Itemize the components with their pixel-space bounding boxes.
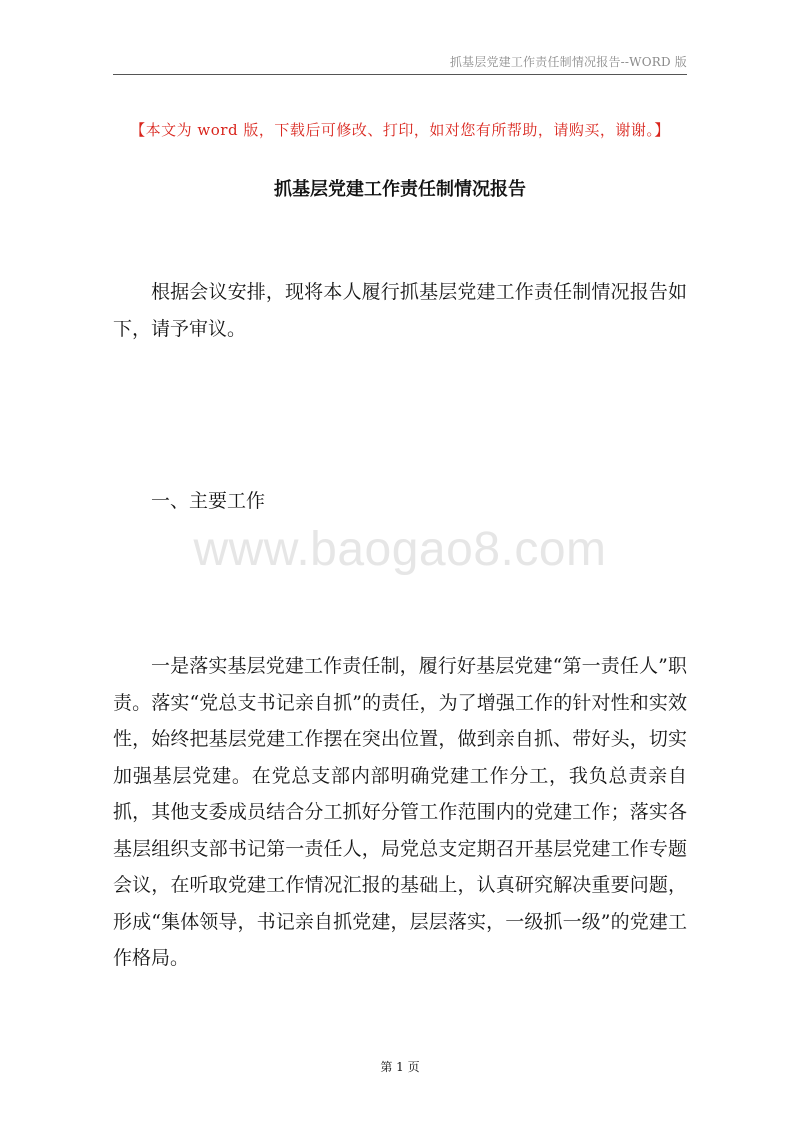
watermark: www.baogao8.com bbox=[193, 523, 607, 576]
purchase-notice: 【本文为 word 版，下载后可修改、打印，如对您有所帮助，请购买，谢谢。】 bbox=[130, 121, 670, 139]
running-header: 抓基层党建工作责任制情况报告--WORD 版 bbox=[449, 55, 687, 69]
header-divider bbox=[113, 74, 687, 75]
intro-paragraph: 根据会议安排，现将本人履行抓基层党建工作责任制情况报告如下，请予审议。 bbox=[113, 281, 687, 340]
document-title: 抓基层党建工作责任制情况报告 bbox=[274, 179, 526, 200]
page-number: 第 1 页 bbox=[380, 1060, 420, 1074]
body-paragraph: 一是落实基层党建工作责任制，履行好基层党建“第一责任人”职责。落实“党总支书记亲自抓”的责任，为了增强工作的针对性和实效性，始终把基层党建工作摆在突出位置，做到亲自抓、带好头，切实加强基层党建。在党总支部内部明确党建工作分工，我负总责亲自抓，其他支委成员结合分工抓好分管工作范围内的党建工作；落实各基层组织支部书记第一责任人，局党总支定期召开基层党建工作专题会议，在听取党建工作情况汇报的基础上，认真研究解决重要问题，形成“集体领导，书记亲自抓党建，层层落实，一级抓一级”的党建工作格局。 bbox=[113, 655, 687, 969]
section-heading: 一、主要工作 bbox=[151, 490, 266, 512]
